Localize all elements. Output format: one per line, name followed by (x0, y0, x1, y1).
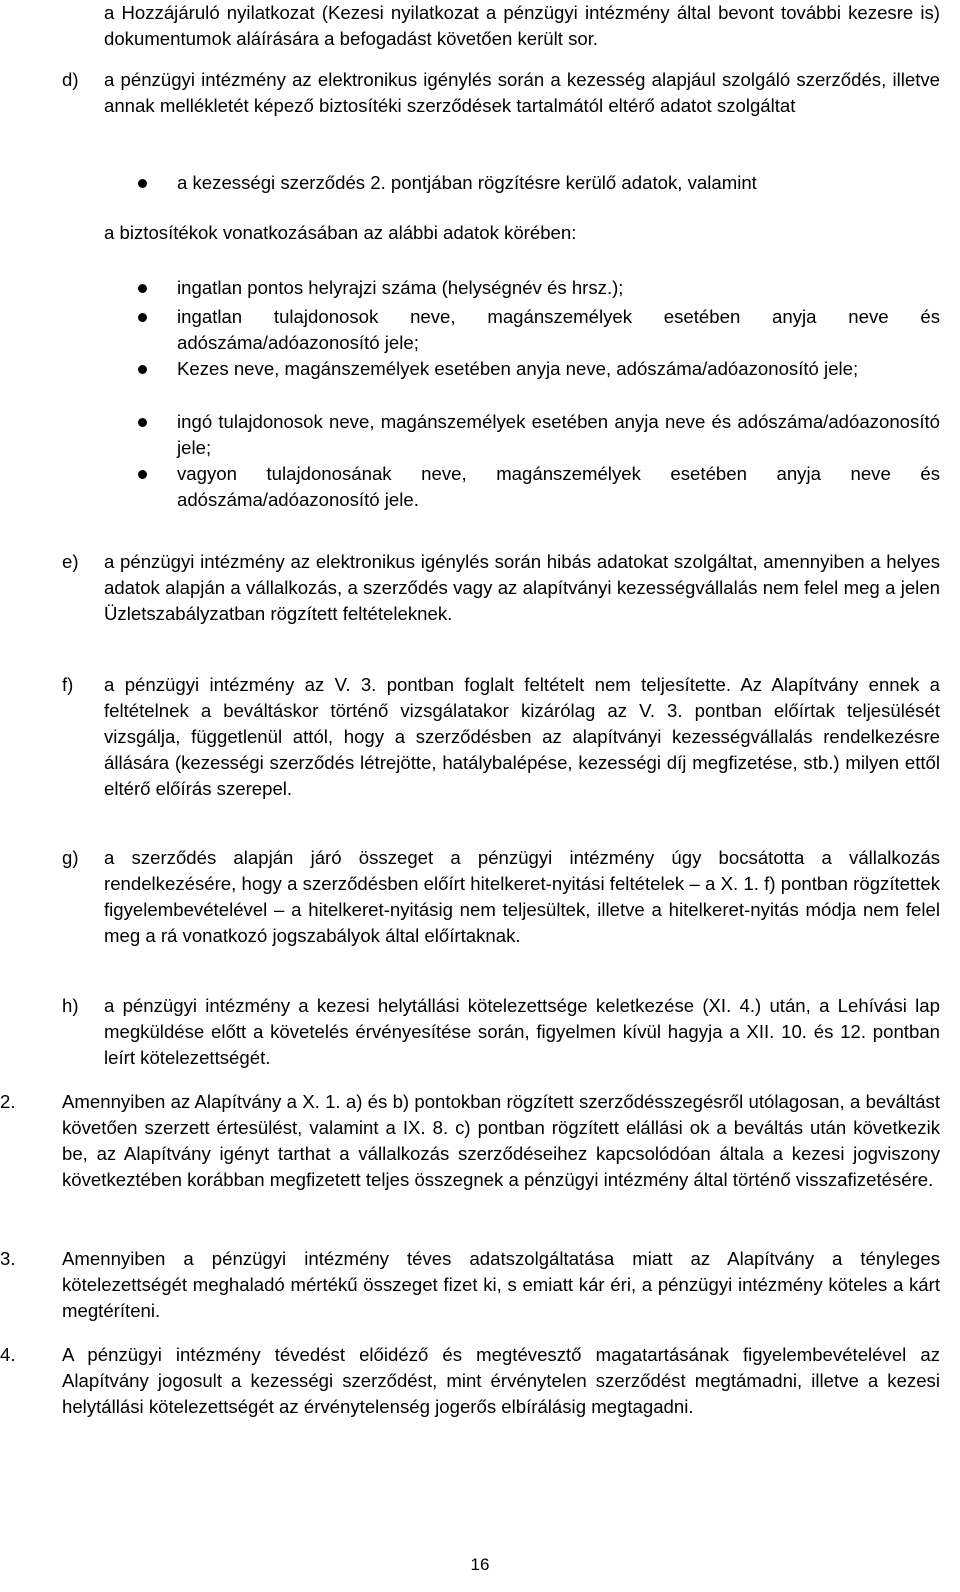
numbered-item-2 (0, 1089, 940, 1193)
page-number: 16 (470, 1555, 490, 1574)
item-marker: 4. (0, 1344, 16, 1365)
bullet-item: ingó tulajdonosok neve, magánszemélyek esetében anyja neve és adószáma/adóazonosító jele; (177, 411, 940, 458)
bullet-dot (138, 418, 147, 427)
bullet-dot (138, 284, 147, 293)
continuation-paragraph: a Hozzájáruló nyilatkozat (Kezesi nyilatkozat a pénzügyi intézmény által bevont további kezesre is) dokumentumok aláírására a befogadást követően került sor. (104, 2, 940, 49)
bullet-item: Kezes neve, magánszemélyek esetében anyja neve, adószáma/adóazonosító jele; (177, 358, 859, 379)
bullet-item: ingatlan tulajdonosok neve, magánszemélyek esetében anyja neve és adószáma/adóazonosító jele; (177, 306, 940, 353)
bullet-item: a kezességi szerződés 2. pontjában rögzítésre kerülő adatok, valamint (177, 172, 757, 193)
list-item-e (62, 549, 940, 627)
item-marker: e) (62, 551, 79, 572)
item-text: a pénzügyi intézmény az elektronikus igénylés során hibás adatokat szolgáltat, amennyiben a helyes adatok alapján a vállalkozás, a szerződés vagy az alapítványi kezességvállalás nem felel meg a jelen Üzletszabályzatban rögzített feltételeknek. (104, 551, 940, 624)
list-item-f (62, 672, 940, 802)
numbered-item-4 (0, 1342, 940, 1420)
bullet-dot (138, 470, 147, 479)
list-item-h (62, 993, 940, 1071)
item-text: a szerződés alapján járó összeget a pénzügyi intézmény úgy bocsátotta a vállalkozás rendelkezésére, hogy a szerződésben előírt hitelkeret-nyitási feltételek – a X. 1. f) pontban rögzítettek figyelembevételével – a hitelkeret-nyitásig nem teljesültek, illetve a hitelkeret-nyitás módja nem felel meg a rá vonatkozó jogszabályok által előírtaknak. (104, 847, 940, 946)
item-text: a pénzügyi intézmény a kezesi helytállási kötelezettsége keletkezése (XI. 4.) után, a Lehívási lap megküldése előtt a követelés érvényesítése során, figyelmen kívül hagyja a XII. 10. és 12. pontban leírt kötelezettségét. (104, 995, 940, 1068)
item-text: Amennyiben az Alapítvány a X. 1. a) és b) pontokban rögzített szerződésszegésről utólagosan, a beváltást követően szerzett értesülést, valamint a IX. 8. c) pontban rögzített elállási ok a beváltás után következik be, az Alapítvány igényt tarthat a vállalkozás szerződéseihez kapcsolódóan általa a kezesi jogviszony következtében korábban megfizetett teljes összegnek a pénzügyi intézmény által történő visszafizetésére. (62, 1091, 940, 1190)
list-item-d (62, 67, 940, 119)
list-item-g (62, 845, 940, 949)
item-marker: f) (62, 674, 74, 695)
item-marker: h) (62, 995, 79, 1016)
bullet-item: vagyon tulajdonosának neve, magánszemélyek esetében anyja neve és adószáma/adóazonosító jele. (177, 463, 940, 510)
bullet-dot (138, 179, 147, 188)
item-text: A pénzügyi intézmény tévedést előidéző és megtévesztő magatartásának figyelembevételével az Alapítvány jogosult a kezességi szerződést, mint érvénytelen szerződést megtámadni, illetve a kezesi helytállási kötelezettségét az érvénytelenség jogerős elbírálásig megtagadni. (62, 1344, 940, 1417)
item-marker: g) (62, 847, 79, 868)
item-marker: 3. (0, 1248, 16, 1269)
item-marker: 2. (0, 1091, 16, 1112)
numbered-item-3 (0, 1246, 940, 1324)
bullet-dot (138, 365, 147, 374)
item-text: a pénzügyi intézmény az elektronikus igénylés során a kezesség alapjául szolgáló szerződés, illetve annak mellékletét képező biztosítéki szerződések tartalmától eltérő adatot szolgáltat (104, 69, 940, 116)
list-intro: a biztosítékok vonatkozásában az alábbi adatok körében: (104, 222, 577, 243)
item-text: a pénzügyi intézmény az V. 3. pontban foglalt feltételt nem teljesítette. Az Alapítvány ennek a feltételnek a beváltáskor történő vizsgálatakor kizárólag az V. 3. pontban előírtak teljesülését vizsgálja, függetlenül attól, hogy a szerződésben az alapítványi kezességvállalás rendelkezésre állására (kezességi szerződés létrejötte, hatálybalépése, kezességi díj megfizetése, stb.) milyen ettől eltérő előírás szerepel. (104, 674, 940, 799)
bullet-dot (138, 313, 147, 322)
bullet-item: ingatlan pontos helyrajzi száma (helységnév és hrsz.); (177, 277, 624, 298)
item-text: Amennyiben a pénzügyi intézmény téves adatszolgáltatása miatt az Alapítvány a tényleges kötelezettségét meghaladó mértékű összeget fizet ki, s emiatt kár éri, a pénzügyi intézmény köteles a kárt megtéríteni. (62, 1248, 940, 1321)
item-marker: d) (62, 69, 79, 90)
